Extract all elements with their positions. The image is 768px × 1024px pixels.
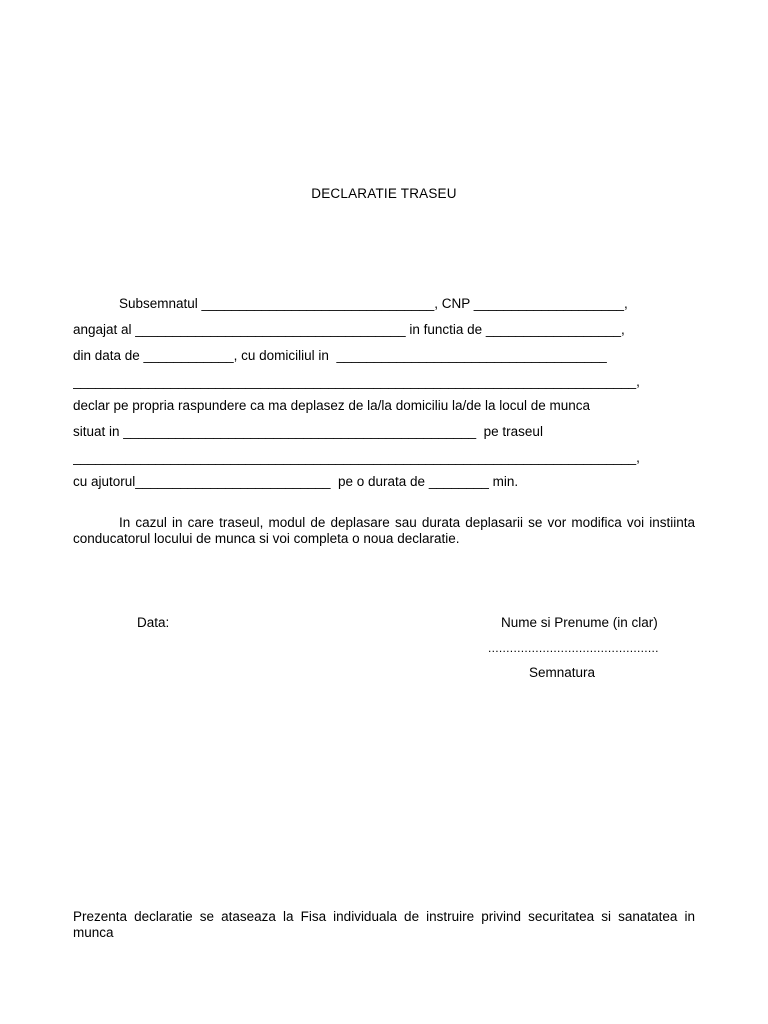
body-line-data-domiciliu: din data de ____________, cu domiciliul in ____________________________________	[73, 348, 607, 363]
body-line-declar: declar pe propria raspundere ca ma deplasez de la/la domiciliu la/de la locul de munca	[73, 398, 591, 413]
signature-dotted-line: ...............................................	[488, 641, 659, 655]
body-line-subsemnatul: Subsemnatul _______________________________, CNP ____________________,	[119, 296, 628, 311]
body-line-angajat: angajat al ____________________________________ in functia de __________________,	[73, 322, 625, 337]
document-title: DECLARATIE TRASEU	[311, 186, 457, 201]
body-line-traseu-continued: ___________________________________________________________________________,	[73, 450, 640, 465]
date-label: Data:	[137, 615, 170, 630]
signature-label: Semnatura	[529, 665, 596, 680]
name-label: Nume si Prenume (in clar)	[501, 615, 658, 630]
body-line-ajutorul: cu ajutorul__________________________ pe o durata de ________ min.	[73, 474, 519, 489]
body-line-domiciliu-continued: ___________________________________________________________________________,	[73, 374, 640, 389]
modification-paragraph: In cazul in care traseul, modul de deplasare sau durata deplasarii se vor modifica voi instiinta conducatorul locului de munca si voi completa o noua declaratie.	[73, 515, 695, 546]
body-line-situat: situat in _______________________________________________ pe traseul	[73, 424, 543, 439]
footer-note: Prezenta declaratie se ataseaza la Fisa individuala de instruire privind securitatea si sanatatea in munca	[73, 909, 695, 940]
